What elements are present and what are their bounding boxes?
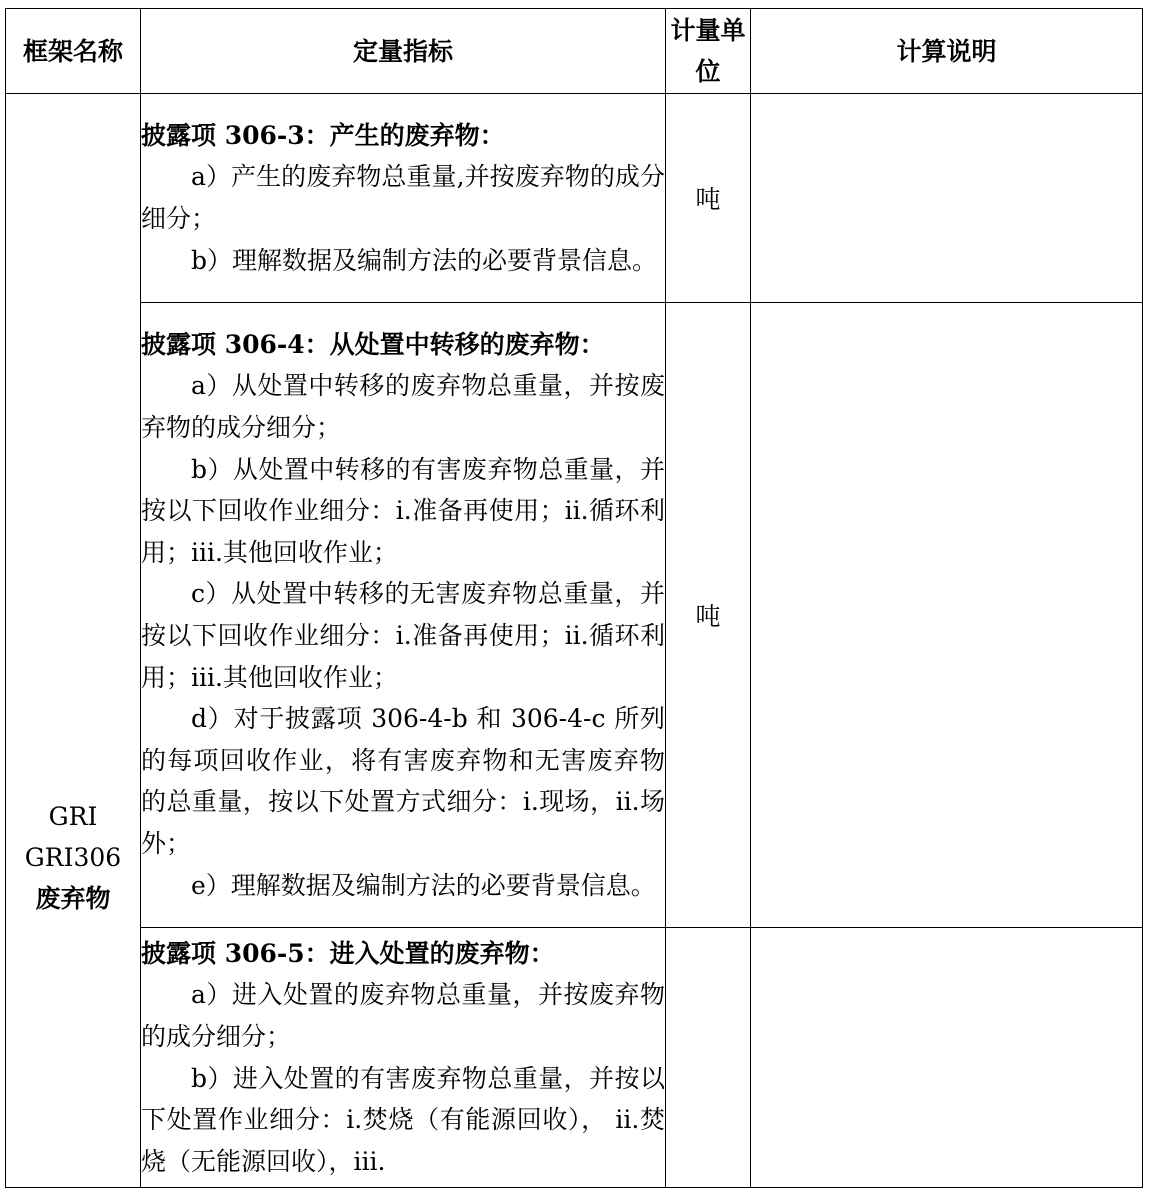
indicator-cell (141, 94, 666, 303)
header-unit: 计量单位 (666, 9, 751, 94)
calc-note-cell (751, 928, 1143, 1188)
unit-cell: 吨 (666, 303, 751, 928)
unit-cell: 吨 (666, 94, 751, 303)
framework-cell (6, 94, 141, 1188)
indicator-item: a）产生的废弃物总重量,并按废弃物的成分细分； (141, 162, 665, 233)
framework-line-2: GRI306 (24, 843, 122, 872)
framework-line-1: GRI (48, 802, 98, 831)
table-row (6, 94, 1143, 303)
table-header-row (6, 9, 1143, 94)
indicator-item: b）从处置中转移的有害废弃物总重量，并按以下回收作业细分：i.准备再使用；ii.循环利用；iii.其他回收作业； (141, 454, 665, 567)
indicator-item: d）对于披露项 306-4-b 和 306-4-c 所列的每项回收作业，将有害废弃物和无害废弃物的总重量，按以下处置方式细分：i.现场，ii.场外； (141, 704, 665, 858)
indicator-item: e）理解数据及编制方法的必要背景信息。 (191, 870, 656, 900)
indicator-title: 披露项 306-4：从处置中转移的废弃物： (141, 329, 605, 359)
indicator-item: a）进入处置的废弃物总重量，并按废弃物的成分细分； (141, 980, 665, 1051)
calc-note-cell (751, 94, 1143, 303)
table-row (6, 303, 1143, 928)
indicator-item: c）从处置中转移的无害废弃物总重量，并按以下回收作业细分：i.准备再使用；ii.循环利用；iii.其他回收作业； (141, 579, 665, 692)
calc-note-cell (751, 303, 1143, 928)
indicator-cell (141, 928, 666, 1188)
indicator-cell (141, 303, 666, 928)
header-indicator: 定量指标 (141, 9, 666, 94)
indicator-title: 披露项 306-5：进入处置的废弃物： (141, 938, 555, 968)
gri-indicator-table (5, 8, 1143, 1188)
framework-line-3: 废弃物 (35, 884, 111, 913)
indicator-title: 披露项 306-3：产生的废弃物： (141, 120, 505, 150)
unit-cell (666, 928, 751, 1188)
indicator-item: b）进入处置的有害废弃物总重量，并按以下处置作业细分：i.焚烧（有能源回收）， ii.焚烧（无能源回收），iii. (141, 1063, 665, 1176)
table-row (6, 928, 1143, 1188)
header-framework-name: 框架名称 (6, 9, 141, 94)
indicator-item: b）理解数据及编制方法的必要背景信息。 (191, 245, 658, 275)
indicator-item: a）从处置中转移的废弃物总重量，并按废弃物的成分细分； (141, 371, 665, 443)
header-calc-note: 计算说明 (751, 9, 1143, 94)
